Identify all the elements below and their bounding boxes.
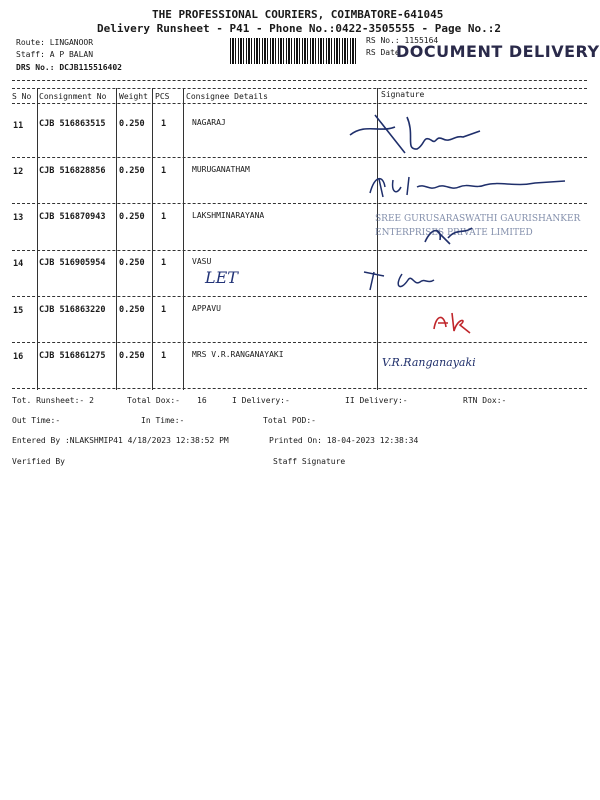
signature-text-row-16: V.R.Ranganayaki	[382, 356, 476, 369]
ii-delivery: II Delivery:-	[345, 396, 408, 405]
rule	[12, 80, 587, 81]
sno: 12	[13, 167, 24, 177]
verified-by: Verified By	[12, 457, 65, 466]
company-title: THE PROFESSIONAL COURIERS, COIMBATORE-641045	[152, 8, 444, 21]
signature-row-15	[428, 305, 478, 335]
pcs: 1	[161, 166, 167, 176]
weight: 0.250	[119, 305, 145, 315]
weight: 0.250	[119, 351, 145, 361]
consignment-no: CJB 516861275	[39, 351, 106, 361]
weight: 0.250	[119, 119, 145, 129]
col-divider	[183, 88, 184, 390]
signature-row-14	[362, 258, 452, 298]
rule	[12, 296, 587, 297]
rule	[12, 103, 587, 104]
col-header-consignee: Consignee Details	[186, 92, 268, 101]
route: Route: LINGANOOR	[16, 38, 94, 47]
total-pod: Total POD:-	[263, 416, 316, 425]
company-stamp-line1: SREE GURUSARASWATHI GAURISHANKER	[375, 214, 581, 224]
col-divider	[37, 88, 38, 390]
weight: 0.250	[119, 212, 145, 222]
col-header-consignment: Consignment No	[39, 92, 107, 101]
sno: 15	[13, 306, 24, 316]
consignee-name: MRS V.R.RANGANAYAKI	[192, 350, 284, 359]
consignee-name: NAGARAJ	[192, 118, 226, 127]
consignee-name: APPAVU	[192, 304, 221, 313]
document-delivery-stamp: DOCUMENT DELIVERY	[396, 42, 600, 61]
runsheet-title: Delivery Runsheet - P41 - Phone No.:0422-3505555 - Page No.:2	[97, 22, 501, 35]
in-time: In Time:-	[141, 416, 185, 425]
staff: Staff: A P BALAN	[16, 50, 94, 59]
rule	[12, 388, 587, 389]
pcs: 1	[161, 351, 167, 361]
i-delivery: I Delivery:-	[232, 396, 290, 405]
rule	[12, 250, 587, 251]
col-divider	[116, 88, 117, 390]
rs-date: RS Date	[366, 48, 400, 57]
consignment-no: CJB 516905954	[39, 258, 106, 268]
out-time: Out Time:-	[12, 416, 61, 425]
rtn-dox: RTN Dox:-	[463, 396, 507, 405]
signature-row-11	[345, 105, 505, 157]
total-dox-value: 16	[197, 396, 207, 405]
consignment-no: CJB 516863220	[39, 305, 106, 315]
tot-runsheet: Tot. Runsheet:- 2	[12, 396, 94, 405]
company-stamp	[375, 212, 585, 240]
col-header-weight: Weight	[119, 92, 148, 101]
col-header-signature: Signature	[381, 90, 425, 99]
weight: 0.250	[119, 166, 145, 176]
sno: 14	[13, 259, 24, 269]
weight: 0.250	[119, 258, 145, 268]
consignee-name: LAKSHMINARAYANA	[192, 211, 265, 220]
entered-by: Entered By :NLAKSHMIP41 4/18/2023 12:38:52 PM	[12, 436, 229, 445]
printed-on: Printed On: 18-04-2023 12:38:34	[269, 436, 419, 445]
col-header-pcs: PCS	[155, 92, 170, 101]
rule	[12, 157, 587, 158]
consignment-no: CJB 516863515	[39, 119, 106, 129]
rule	[12, 88, 587, 89]
sno: 11	[13, 121, 24, 131]
barcode	[230, 38, 358, 64]
pcs: 1	[161, 258, 167, 268]
consignment-no: CJB 516870943	[39, 212, 106, 222]
consignment-no: CJB 516828856	[39, 166, 106, 176]
consignee-name: VASU	[192, 257, 212, 266]
drs-no: DRS No.: DCJB115516402	[16, 63, 122, 72]
rule	[12, 342, 587, 343]
sno: 13	[13, 213, 24, 223]
signature-row-13	[420, 220, 480, 250]
col-divider	[152, 88, 153, 390]
total-dox-label: Total Dox:-	[127, 396, 180, 405]
signature-text-row-14: LET	[205, 268, 238, 287]
signature-row-12	[365, 165, 575, 205]
sno: 16	[13, 352, 24, 362]
company-stamp-line2: ENTERPRISES PRIVATE LIMITED	[375, 228, 533, 238]
pcs: 1	[161, 212, 167, 222]
col-header-sno: S No	[12, 92, 32, 101]
pcs: 1	[161, 305, 167, 315]
staff-signature: Staff Signature	[273, 457, 346, 466]
pcs: 1	[161, 119, 167, 129]
rs-no: RS No.: 1155164	[366, 36, 439, 45]
consignee-name: MURUGANATHAM	[192, 165, 250, 174]
